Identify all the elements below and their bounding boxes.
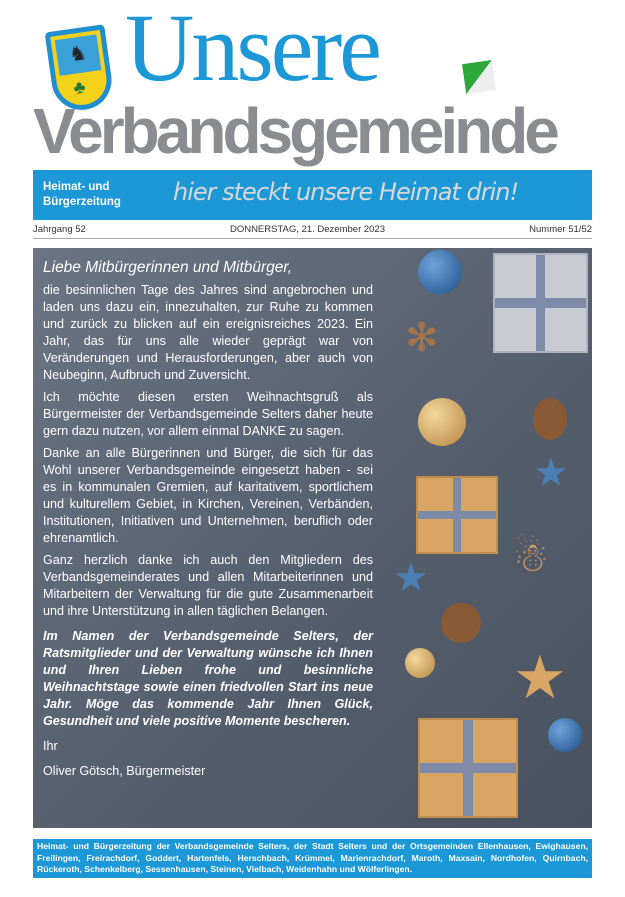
masthead-title-main: Verbandsgemeinde xyxy=(33,95,556,167)
letter-paragraph: Ganz herzlich danke ich auch den Mitgliedern des Verbandsgemeinderates und allen Mitarbeiterinnen und Mitarbeitern der Verwaltung für die gute Zusammenarbeit und ihre Unterstützung in allen täglichen Belangen. xyxy=(43,553,373,618)
ornament-ball-icon xyxy=(405,648,435,678)
letter-paragraph: Ich möchte diesen ersten Weihnachtsgruß als Bürgermeister der Verbandsgemeinde Selters daher heute gern dazu nutzen, vor allem einmal DANKE zu sagen. xyxy=(43,390,373,438)
gift-box-icon xyxy=(418,718,518,818)
star-icon: ★ xyxy=(533,451,569,495)
ornament-ball-icon xyxy=(418,398,466,446)
pinecone-icon xyxy=(533,398,567,440)
masthead-band xyxy=(33,170,592,220)
gingerbread-icon: ☃ xyxy=(513,536,549,580)
masthead-subtitle: Heimat- und Bürgerzeitung xyxy=(43,181,121,208)
letter-greeting: Liebe Mitbürgerinnen und Mitbürger, xyxy=(43,259,293,276)
issue-date: DONNERSTAG, 21. Dezember 2023 xyxy=(229,224,386,235)
masthead-slogan: hier steckt unsere Heimat drin! xyxy=(173,178,519,206)
letter-closing: Im Namen der Verbandsgemeinde Selters, der Ratsmitglieder und der Verwaltung wünsche ich Ihnen und Ihren Lieben frohe und besinnliche Weihnachtstage sowie einen friedvollen Start ins neue Jahr. Möge das kommende Jahr Ihnen Glück, Gesundheit und viele positive Momente bescheren. xyxy=(43,629,373,728)
volume: Jahrgang 52 xyxy=(33,224,86,235)
lion-icon: ♞ xyxy=(67,42,89,67)
letter xyxy=(43,258,373,785)
gift-box-icon xyxy=(493,253,588,353)
publisher-logo xyxy=(462,60,496,94)
christmas-photo xyxy=(33,248,592,828)
pinecone-icon xyxy=(441,603,481,643)
letter-signature: Oliver Götsch, Bürgermeister xyxy=(43,764,206,778)
letter-paragraph: Danke an alle Bürgerinnen und Bürger, die sich für das Wohl unserer Verbandsgemeinde eingesetzt haben - sei es in kommunalen Gremien, auf karitativem, sportlichem und kulturellem Gebiet, in Kirchen, Vereinen, Verbänden, Institutionen, Initiativen und Unternehmen, beruflich oder ehrenamtlich. xyxy=(43,446,373,545)
ornament-ball-icon xyxy=(418,250,462,294)
star-icon: ★ xyxy=(393,556,429,600)
tree-icon: ♣ xyxy=(72,76,87,98)
masthead-title-top: Unsere xyxy=(125,0,379,101)
issue-meta xyxy=(33,224,592,239)
snowflake-icon: ✻ xyxy=(405,316,439,360)
letter-sign-off: Ihr xyxy=(43,739,58,753)
star-icon: ★ xyxy=(513,644,567,711)
letter-paragraph: die besinnlichen Tage des Jahres sind angebrochen und laden uns dazu ein, innezuhalten, zur Ruhe zu kommen und zurück zu blicken auf ein ereignisreiches 2023. Ein Jahr, das für uns alle wieder geprägt war von Veränderungen und Herausforderungen, aber auch von Neubeginn, Aufbruch und Zuversicht. xyxy=(43,283,373,382)
footer-description: Heimat- und Bürgerzeitung der Verbandsgemeinde Selters, der Stadt Selters und der Ortsgemeinden Ellenhausen, Ewighausen, Freilingen, Freirachdorf, Goddert, Hartenfels, Herschbach, Krümmel, Marienrachdorf, Maroth, Maxsain, Nordhofen, Quirnbach, Rückeroth, Schenkelberg, Sessenhausen, Steinen, Vielbach, Weidenhahn und Wölferlingen. xyxy=(33,839,592,878)
ornament-ball-icon xyxy=(548,718,582,752)
gift-box-icon xyxy=(416,476,498,554)
issue-number: Nummer 51/52 xyxy=(529,224,592,235)
